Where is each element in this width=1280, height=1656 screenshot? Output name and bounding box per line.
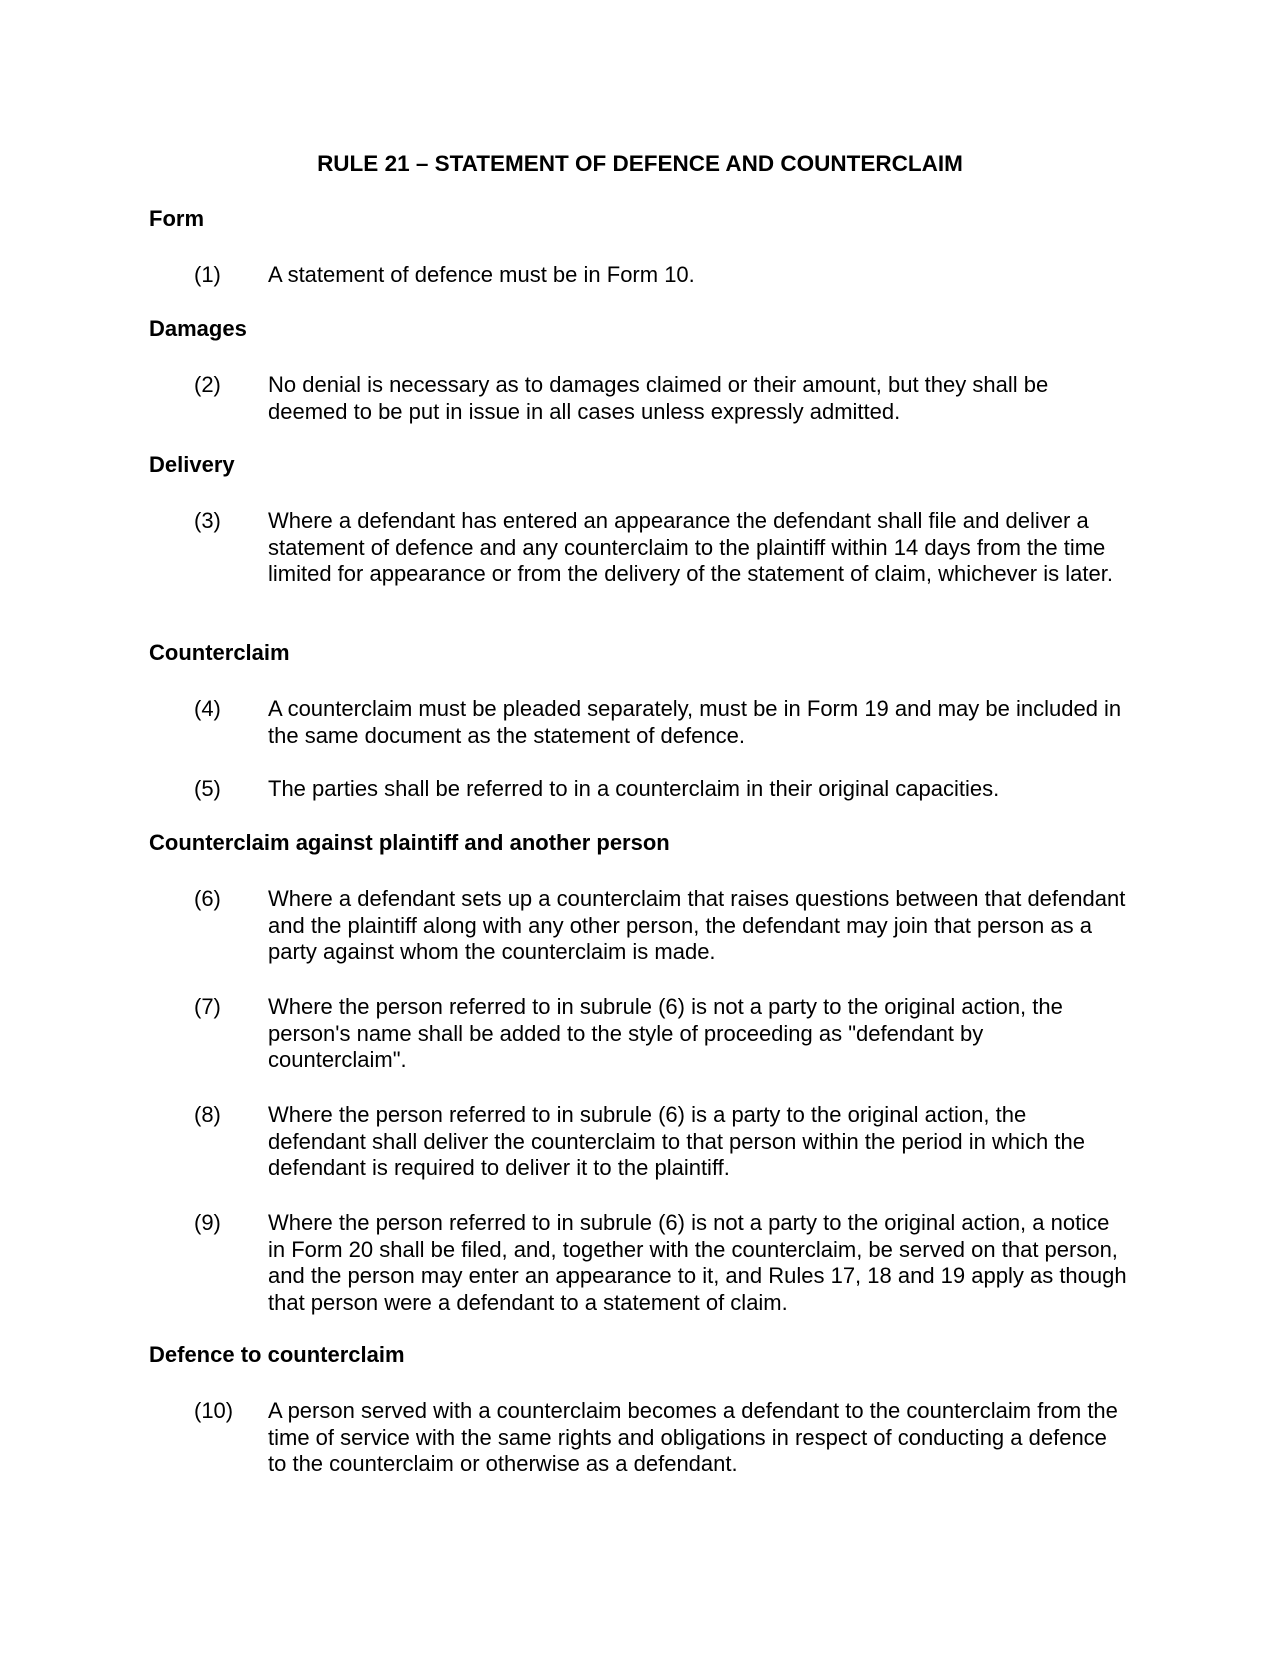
heading-damages: Damages — [149, 316, 247, 341]
subrule-number: (8) — [194, 1102, 221, 1127]
subrule-number: (7) — [194, 994, 221, 1019]
subrule-number: (5) — [194, 776, 221, 801]
subrule-text: A counterclaim must be pleaded separately, must be in Form 19 and may be included in the same document as the statement of defence. — [268, 696, 1122, 748]
subrule-text: Where a defendant has entered an appearance the defendant shall file and deliver a statement of defence and any counterclaim to the plaintiff within 14 days from the time limited for appearance or from the delivery of the statement of claim, whichever is later. — [268, 508, 1113, 586]
subrule-number: (9) — [194, 1210, 221, 1235]
subrule-number: (10) — [194, 1398, 234, 1423]
subrule-text: A statement of defence must be in Form 10. — [268, 262, 695, 287]
subrule-number: (1) — [194, 262, 221, 287]
subrule-number: (4) — [194, 696, 221, 721]
heading-defence-to-counterclaim: Defence to counterclaim — [149, 1342, 405, 1367]
heading-form: Form — [149, 206, 204, 231]
subrule-text: Where the person referred to in subrule (6) is not a party to the original action, a notice in Form 20 shall be filed, and, together with the counterclaim, be served on that person, and the person may enter an appearance to it, and Rules 17, 18 and 19 apply as though that person were a defendant to a statement of claim. — [268, 1210, 1127, 1315]
subrule-text: No denial is necessary as to damages claimed or their amount, but they shall be deemed to be put in issue in all cases unless expressly admitted. — [268, 372, 1049, 424]
subrule-number: (3) — [194, 508, 221, 533]
subrule-text: Where the person referred to in subrule (6) is a party to the original action, the defendant shall deliver the counterclaim to that person within the period in which the defendant is required to deliver it to the plaintiff. — [268, 1102, 1085, 1180]
heading-counterclaim-against: Counterclaim against plaintiff and another person — [149, 830, 670, 855]
subrule-number: (6) — [194, 886, 221, 911]
page-title: RULE 21 – STATEMENT OF DEFENCE AND COUNTERCLAIM — [317, 151, 963, 176]
subrule-number: (2) — [194, 372, 221, 397]
subrule-text: The parties shall be referred to in a counterclaim in their original capacities. — [268, 776, 1000, 801]
subrule-text: A person served with a counterclaim becomes a defendant to the counterclaim from the time of service with the same rights and obligations in respect of conducting a defence to the counterclaim or otherwise as a defendant. — [268, 1398, 1118, 1476]
heading-delivery: Delivery — [149, 452, 235, 477]
subrule-text: Where a defendant sets up a counterclaim that raises questions between that defendant and the plaintiff along with any other person, the defendant may join that person as a party against whom the counterclaim is made. — [268, 886, 1126, 964]
heading-counterclaim: Counterclaim — [149, 640, 290, 665]
subrule-text: Where the person referred to in subrule (6) is not a party to the original action, the person's name shall be added to the style of proceeding as "defendant by counterclaim". — [268, 994, 1063, 1072]
